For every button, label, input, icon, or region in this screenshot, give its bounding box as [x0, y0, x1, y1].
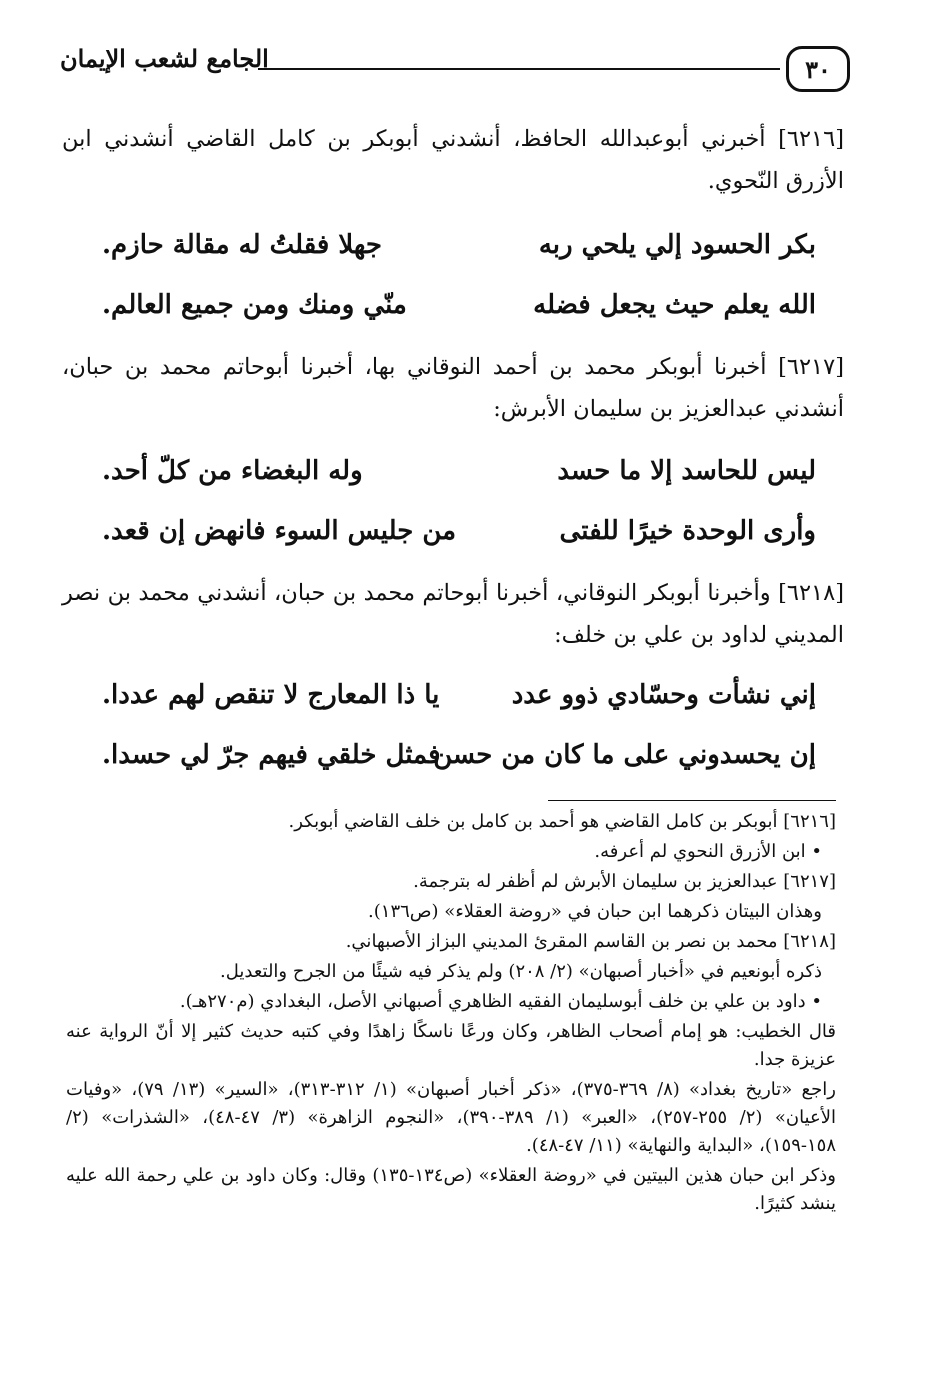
hadith-6218 — [62, 572, 844, 656]
verse-3 — [62, 446, 844, 508]
footnote-6218-references: راجع «تاريخ بغداد» (٨/ ٣٦٩-٣٧٥)، «ذكر أخبار أصبهان» (١/ ٣١٢-٣١٣)، «السير» (١٣/ ٧٩)، «وفيات الأعيان» (٢/ ٢٥٥-٢٥٧)، «العبر» (١/ ٣٨٩-٣٩٠)، «النجوم الزاهرة» (٣/ ٤٧-٤٨)، «الشذرات» (٢/ ١٥٨-١٥٩)، «البداية والنهاية» (١١/ ٤٧-٤٨). — [66, 1079, 836, 1156]
verse-1 — [62, 220, 844, 282]
page-header — [60, 40, 850, 106]
footnote-divider — [548, 800, 836, 801]
verse-6-second-hemistich: فمثل خلقي فيهم جرّ لي حسدا. — [102, 740, 441, 770]
footnote-6216: [٦٢١٦] أبوبكر بن كامل القاضي هو أحمد بن كامل بن خلف القاضي أبوبكر. — [288, 811, 836, 832]
page-number: ٣٠ — [786, 46, 850, 92]
footnote-6217-note: وهذان البيتان ذكرهما ابن حبان في «روضة العقلاء» (ص١٣٦). — [368, 901, 822, 922]
footnote-6218-note-4: وذكر ابن حبان هذين البيتين في «روضة العقلاء» (ص١٣٤-١٣٥) وقال: وكان داود بن علي رحمة الله عليه ينشد كثيرًا. — [66, 1165, 836, 1214]
verse-4-first-hemistich: وأرى الوحدة خيرًا للفتى — [559, 516, 816, 546]
running-title: الجامع لشعب الإيمان — [60, 44, 269, 73]
verse-2 — [62, 280, 844, 342]
footnote-6218-note-2: • داود بن علي بن خلف أبوسليمان الفقيه الظاهري أصبهاني الأصل، البغدادي (م٢٧٠هـ). — [179, 991, 822, 1012]
hadith-6216-text: [٦٢١٦] أخبرني أبوعبدالله الحافظ، أنشدني أبوبكر بن كامل القاضي أنشدني ابن الأزرق النّحوي. — [62, 126, 844, 194]
verse-5-first-hemistich: إني نشأت وحسّادي ذوو عدد — [511, 680, 816, 710]
header-rule — [258, 68, 780, 70]
footnote-6218-note-1: ذكره أبونعيم في «أخبار أصبهان» (٢/ ٢٠٨) ولم يذكر فيه شيئًا من الجرح والتعديل. — [220, 961, 822, 982]
verse-3-second-hemistich: وله البغضاء من كلّ أحد. — [102, 456, 363, 486]
hadith-6218-text: [٦٢١٨] وأخبرنا أبوبكر النوقاني، أخبرنا أبوحاتم محمد بن حبان، أنشدني محمد بن نصر المديني لداود بن علي بن خلف: — [62, 580, 844, 648]
verse-5 — [62, 670, 844, 732]
verse-1-first-hemistich: بكر الحسود إلي يلحي ربه — [538, 230, 816, 260]
verse-4 — [62, 506, 844, 568]
hadith-6216 — [62, 118, 844, 202]
footnote-6216-note: • ابن الأزرق النحوي لم أعرفه. — [594, 841, 822, 862]
hadith-6217 — [62, 346, 844, 430]
verse-3-first-hemistich: ليس للحاسد إلا ما حسد — [557, 456, 816, 486]
footnotes — [66, 808, 836, 1220]
verse-6-first-hemistich: إن يحسدوني على ما كان من حسن — [433, 740, 816, 770]
verse-4-second-hemistich: من جليس السوء فانهض إن قعد. — [102, 516, 457, 546]
verse-6 — [62, 730, 844, 792]
verse-2-second-hemistich: منّي ومنك ومن جميع العالم. — [102, 290, 407, 320]
hadith-6217-text: [٦٢١٧] أخبرنا أبوبكر محمد بن أحمد النوقاني بها، أخبرنا أبوحاتم محمد بن حبان، أنشدني عبدالعزيز بن سليمان الأبرش: — [62, 354, 844, 422]
footnote-6218: [٦٢١٨] محمد بن نصر بن القاسم المقرئ المديني البزاز الأصبهاني. — [345, 931, 836, 952]
verse-1-second-hemistich: جهلا فقلتُ له مقالة حازم. — [102, 230, 382, 260]
footnote-6217: [٦٢١٧] عبدالعزيز بن سليمان الأبرش لم أظفر له بترجمة. — [413, 871, 836, 892]
verse-5-second-hemistich: يا ذا المعارج لا تنقص لهم عددا. — [102, 680, 440, 710]
verse-2-first-hemistich: الله يعلم حيث يجعل فضله — [533, 290, 816, 320]
footnote-6218-note-3: قال الخطيب: هو إمام أصحاب الظاهر، وكان ورعًا ناسكًا زاهدًا وفي كتبه حديث كثير إلا أنّ الرواية عنه عزيزة جدا. — [66, 1021, 836, 1070]
